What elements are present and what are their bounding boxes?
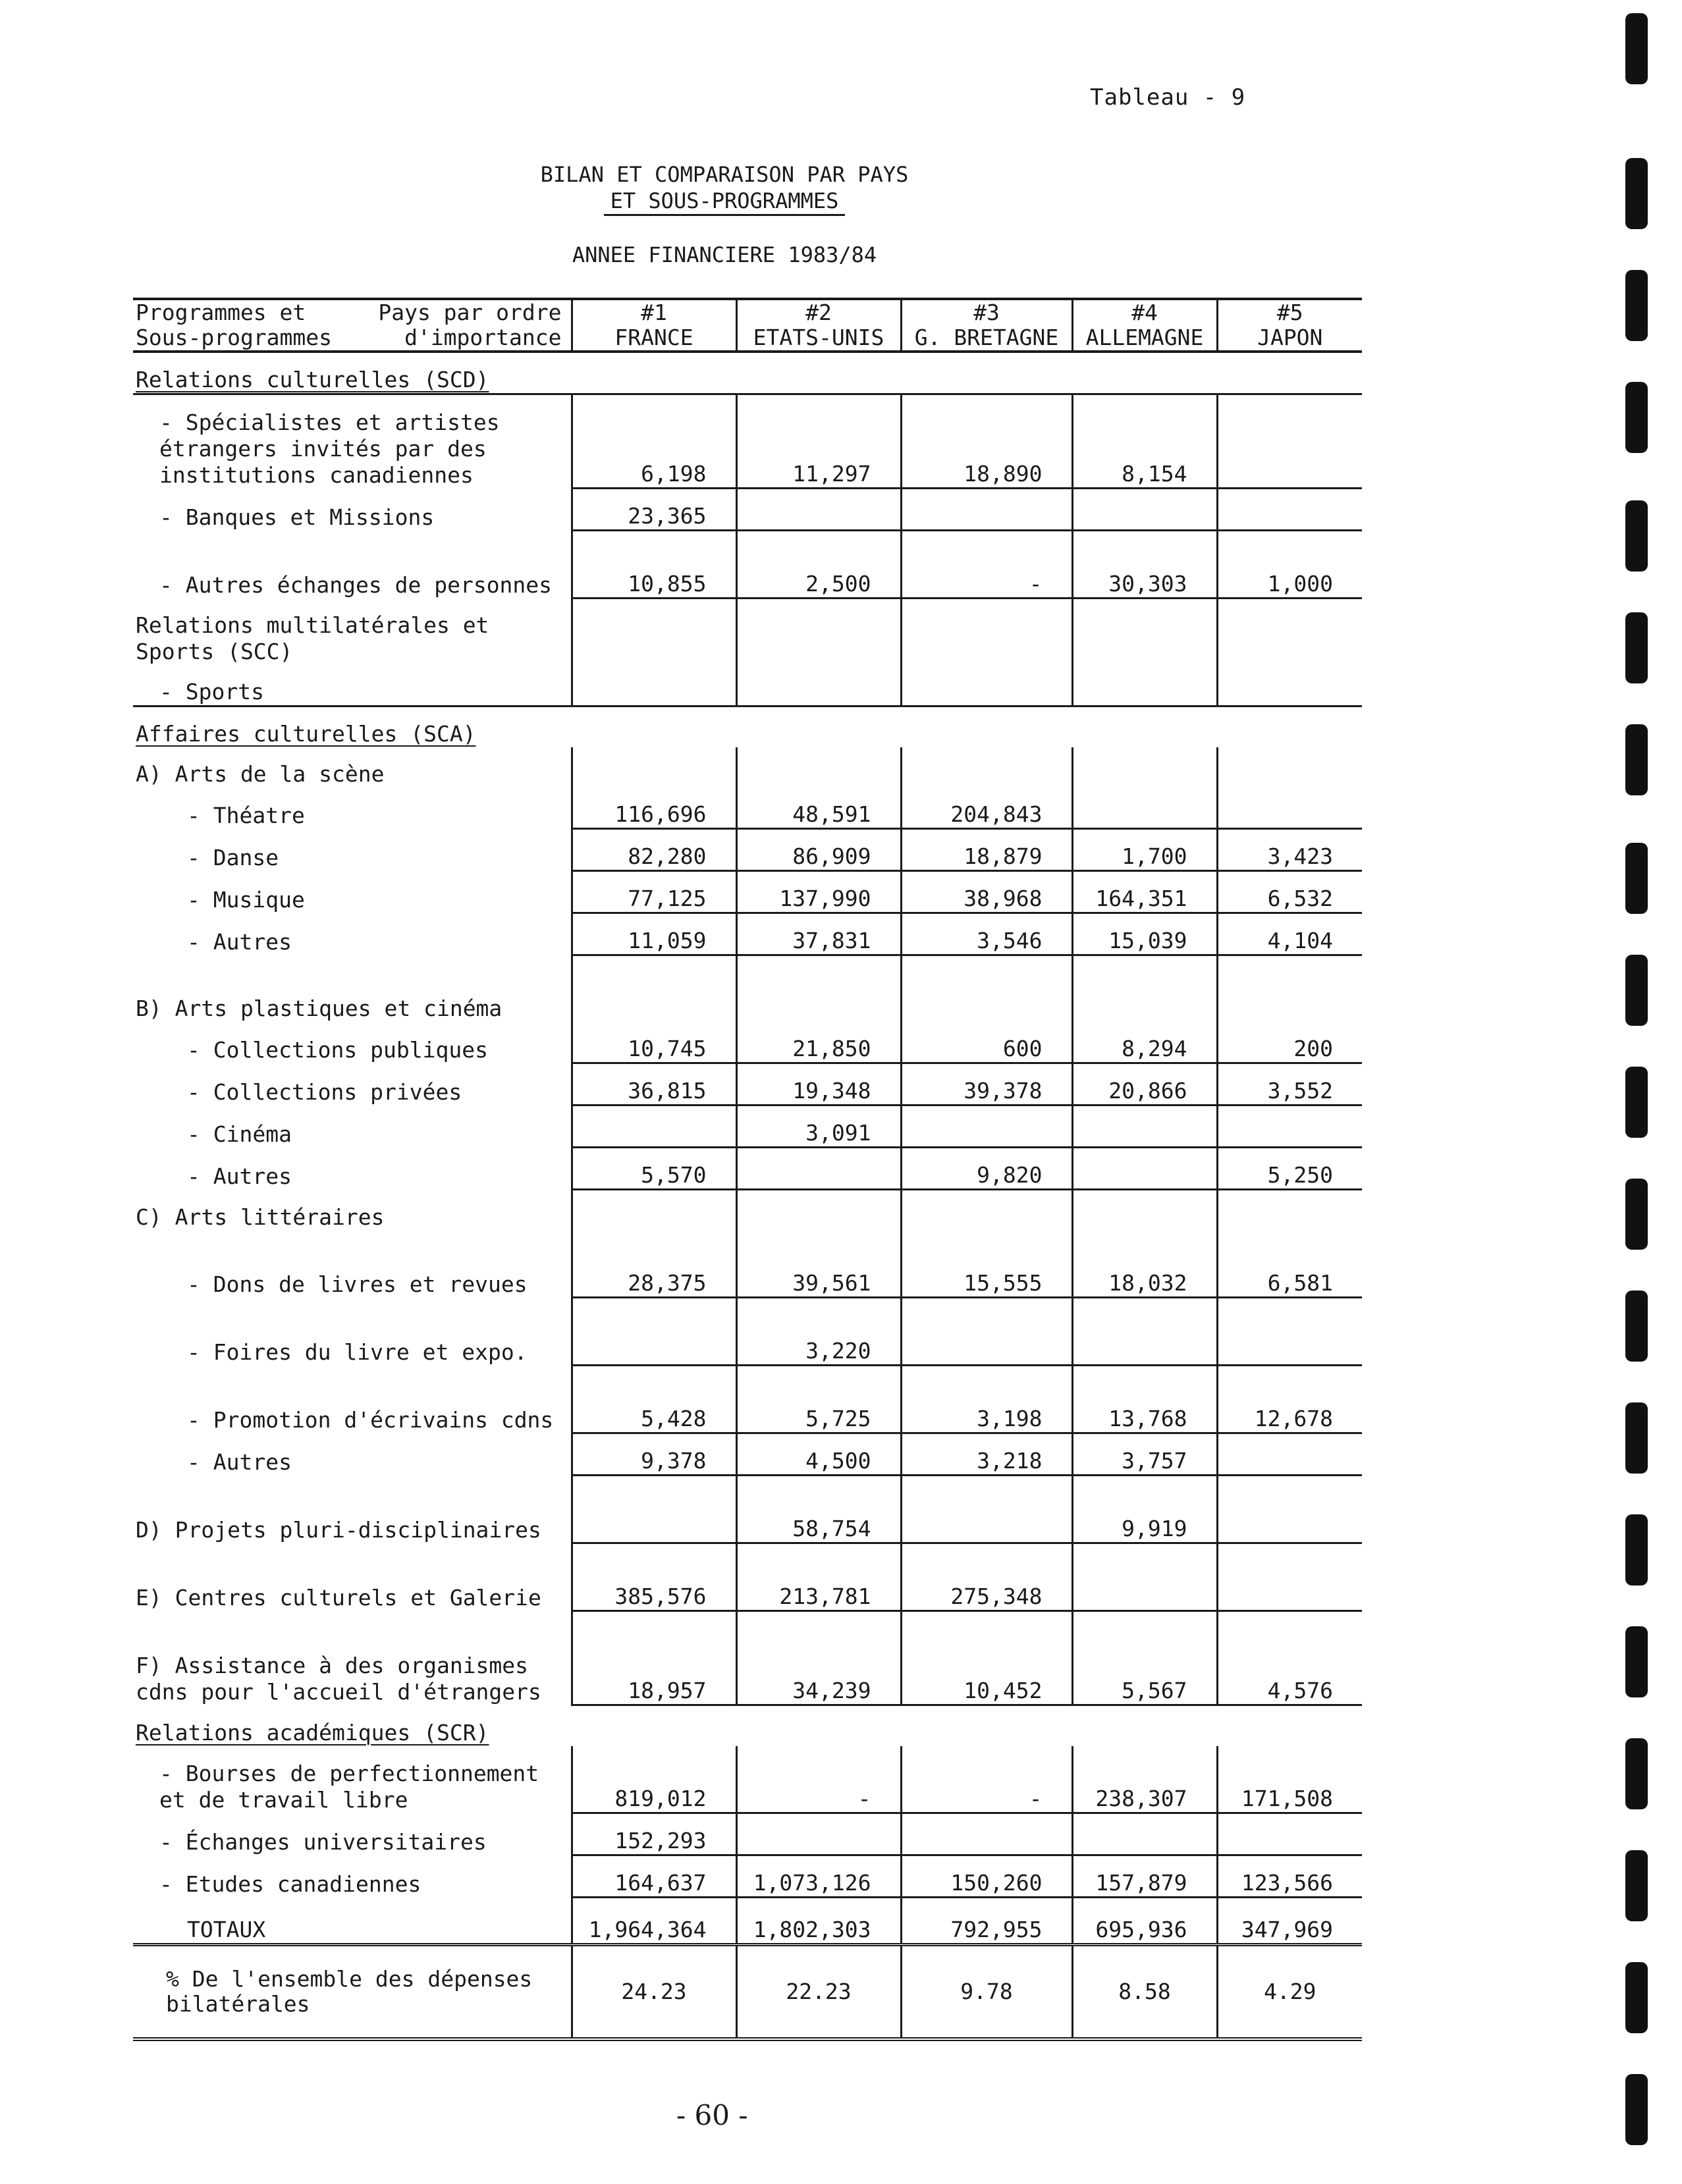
row-label: Relations académiques (SCR) <box>136 1720 489 1745</box>
binder-hole-mark <box>1625 1067 1648 1138</box>
binder-hole-mark <box>1625 382 1648 453</box>
row-label: - Musique <box>187 886 305 913</box>
section-row-b <box>133 955 1362 1023</box>
section-row-e <box>133 1543 1362 1611</box>
fiscal-year-heading: ANNEE FINANCIERE 1983/84 <box>572 242 877 267</box>
cell-japon <box>1217 394 1362 489</box>
cell-allemagne: 1,700 <box>1072 829 1217 871</box>
row-label: Relations culturelles (SCD) <box>136 367 489 392</box>
row-label: - Échanges universitaires <box>159 1828 487 1855</box>
cell-france: 77,125 <box>572 871 736 913</box>
cell-allemagne <box>1072 1813 1217 1855</box>
row-label: - Spécialistes et artistes étrangers invités par des institutions canadiennes <box>159 409 500 488</box>
row-label: - Banques et Missions <box>159 504 435 530</box>
cell-g-bretagne: 3,546 <box>901 913 1072 955</box>
table-row <box>133 1813 1362 1855</box>
row-label: - Collections publiques <box>187 1036 488 1063</box>
cell-etats-unis: - <box>736 1746 901 1813</box>
cell-france: 36,815 <box>572 1063 736 1105</box>
cell-g-bretagne: 9.78 <box>901 1945 1072 2040</box>
cell-france: 18,957 <box>572 1611 736 1705</box>
cell-france: 11,059 <box>572 913 736 955</box>
cell-etats-unis: 34,239 <box>736 1611 901 1705</box>
cell-japon <box>1217 489 1362 531</box>
binder-hole-mark <box>1625 2074 1648 2145</box>
cell-etats-unis <box>736 1813 901 1855</box>
cell-japon: 1,000 <box>1217 531 1362 599</box>
cell-g-bretagne: 275,348 <box>901 1543 1072 1611</box>
binder-hole-mark <box>1625 270 1648 341</box>
cell-france <box>572 1105 736 1148</box>
cell-japon: 3,423 <box>1217 829 1362 871</box>
cell-etats-unis: 21,850 <box>736 1022 901 1063</box>
table-row <box>133 1148 1362 1190</box>
header-country-3: #3 G. BRETAGNE <box>901 299 1072 352</box>
binder-hole-mark <box>1625 612 1648 683</box>
cell-etats-unis: 1,073,126 <box>736 1855 901 1898</box>
cell-japon: 4,104 <box>1217 913 1362 955</box>
header-country-2: #2 ETATS-UNIS <box>736 299 901 352</box>
cell-etats-unis: 19,348 <box>736 1063 901 1105</box>
cell-japon: 3,552 <box>1217 1063 1362 1105</box>
cell-japon <box>1217 1813 1362 1855</box>
header-pays-line1: Pays par ordre <box>378 300 562 325</box>
cell-etats-unis: 3,220 <box>736 1298 901 1366</box>
cell-allemagne: 30,303 <box>1072 531 1217 599</box>
binder-hole-mark <box>1625 1291 1648 1362</box>
cell-g-bretagne <box>901 1105 1072 1148</box>
row-label: - Autres <box>187 1163 292 1189</box>
cell-allemagne <box>1072 1298 1217 1366</box>
cell-g-bretagne <box>901 489 1072 531</box>
row-label: - Sports <box>133 665 572 706</box>
cell-france: 164,637 <box>572 1855 736 1898</box>
binder-hole-mark <box>1625 1738 1648 1809</box>
table-row <box>133 665 1362 706</box>
page-number: - 60 - <box>676 2099 748 2131</box>
cell-etats-unis: 22.23 <box>736 1945 901 2040</box>
cell-g-bretagne: 3,218 <box>901 1433 1072 1476</box>
binder-hole-mark <box>1625 158 1648 229</box>
cell-japon <box>1217 787 1362 829</box>
binder-hole-mark <box>1625 1179 1648 1250</box>
cell-japon: 6,532 <box>1217 871 1362 913</box>
binder-hole-mark <box>1625 1514 1648 1585</box>
cell-france: 5,570 <box>572 1148 736 1190</box>
cell-france: 10,855 <box>572 531 736 599</box>
table-row <box>133 829 1362 871</box>
percentage-row <box>133 1945 1362 2040</box>
section-row-a <box>133 747 1362 787</box>
cell-france: 385,576 <box>572 1543 736 1611</box>
cell-allemagne: 8,294 <box>1072 1022 1217 1063</box>
binder-hole-mark <box>1625 955 1648 1026</box>
cell-allemagne: 20,866 <box>1072 1063 1217 1105</box>
table-row <box>133 531 1362 599</box>
cell-g-bretagne <box>901 1813 1072 1855</box>
cell-france <box>572 1476 736 1543</box>
cell-allemagne: 238,307 <box>1072 1746 1217 1813</box>
table-header-row <box>133 299 1362 352</box>
cell-etats-unis: 4,500 <box>736 1433 901 1476</box>
category-row-sca <box>133 706 1362 748</box>
header-country-4: #4 ALLEMAGNE <box>1072 299 1217 352</box>
cell-france: 6,198 <box>572 394 736 489</box>
binder-hole-mark <box>1625 500 1648 572</box>
cell-etats-unis <box>736 1148 901 1190</box>
table-row <box>133 1063 1362 1105</box>
table-row <box>133 1855 1362 1898</box>
cell-etats-unis: 58,754 <box>736 1476 901 1543</box>
cell-allemagne <box>1072 1148 1217 1190</box>
cell-japon <box>1217 1433 1362 1476</box>
row-label: B) Arts plastiques et cinéma <box>136 996 502 1021</box>
cell-etats-unis: 3,091 <box>736 1105 901 1148</box>
table-row <box>133 1105 1362 1148</box>
row-label: - Promotion d'écrivains cdns <box>187 1406 554 1433</box>
title-line-2: ET SOUS-PROGRAMMES <box>604 188 846 216</box>
row-label: Relations multilatérales et Sports (SCC) <box>136 612 489 664</box>
header-pays-line2: d'importance <box>404 325 562 350</box>
header-programmes-line2: Sous-programmes <box>136 325 333 350</box>
binder-hole-mark <box>1625 1962 1648 2033</box>
cell-etats-unis: 2,500 <box>736 531 901 599</box>
cell-japon: 6,581 <box>1217 1231 1362 1298</box>
binder-hole-mark <box>1625 724 1648 795</box>
binder-hole-mark <box>1625 1402 1648 1474</box>
cell-g-bretagne: 15,555 <box>901 1231 1072 1298</box>
cell-allemagne: 13,768 <box>1072 1366 1217 1433</box>
table-row <box>133 394 1362 489</box>
title-line-1: BILAN ET COMPARAISON PAR PAYS <box>540 162 909 187</box>
cell-france: 152,293 <box>572 1813 736 1855</box>
cell-etats-unis: 137,990 <box>736 871 901 913</box>
cell-g-bretagne: 150,260 <box>901 1855 1072 1898</box>
row-label: C) Arts littéraires <box>136 1204 385 1230</box>
cell-france: 10,745 <box>572 1022 736 1063</box>
section-row-c <box>133 1190 1362 1231</box>
cell-g-bretagne: 204,843 <box>901 787 1072 829</box>
cell-g-bretagne: 600 <box>901 1022 1072 1063</box>
cell-g-bretagne: 18,890 <box>901 394 1072 489</box>
table-row <box>133 1366 1362 1433</box>
cell-japon <box>1217 1543 1362 1611</box>
cell-japon: 5,250 <box>1217 1148 1362 1190</box>
row-label: - Danse <box>187 844 279 870</box>
cell-allemagne: 157,879 <box>1072 1855 1217 1898</box>
table-row <box>133 1022 1362 1063</box>
cell-etats-unis: 1,802,303 <box>736 1898 901 1945</box>
cell-japon: 12,678 <box>1217 1366 1362 1433</box>
row-label: - Foires du livre et expo. <box>187 1339 528 1365</box>
section-row-f <box>133 1611 1362 1705</box>
cell-allemagne: 15,039 <box>1072 913 1217 955</box>
cell-g-bretagne <box>901 1298 1072 1366</box>
cell-g-bretagne: 38,968 <box>901 871 1072 913</box>
category-row-scd <box>133 352 1362 394</box>
cell-japon: 4,576 <box>1217 1611 1362 1705</box>
header-country-5: #5 JAPON <box>1217 299 1362 352</box>
row-label: - Bourses de perfectionnement et de travail libre <box>159 1760 539 1813</box>
table-row <box>133 787 1362 829</box>
cell-g-bretagne: 792,955 <box>901 1898 1072 1945</box>
category-row-scr <box>133 1705 1362 1747</box>
totals-row <box>133 1898 1362 1945</box>
cell-allemagne: 9,919 <box>1072 1476 1217 1543</box>
cell-allemagne: 164,351 <box>1072 871 1217 913</box>
cell-france: 1,964,364 <box>572 1898 736 1945</box>
cell-france <box>572 1298 736 1366</box>
cell-japon <box>1217 1105 1362 1148</box>
table-row <box>133 1298 1362 1366</box>
cell-etats-unis: 37,831 <box>736 913 901 955</box>
cell-etats-unis: 86,909 <box>736 829 901 871</box>
cell-g-bretagne <box>901 1476 1072 1543</box>
binder-hole-mark <box>1625 843 1648 914</box>
row-label: - Collections privées <box>187 1079 462 1105</box>
cell-allemagne: 695,936 <box>1072 1898 1217 1945</box>
cell-japon: 123,566 <box>1217 1855 1362 1898</box>
row-label: F) Assistance à des organismes cdns pour l'accueil d'étrangers <box>136 1652 541 1705</box>
cell-france: 116,696 <box>572 787 736 829</box>
cell-etats-unis: 213,781 <box>736 1543 901 1611</box>
section-row-d <box>133 1476 1362 1543</box>
row-label: D) Projets pluri-disciplinaires <box>136 1516 541 1543</box>
cell-g-bretagne: - <box>901 531 1072 599</box>
cell-etats-unis: 5,725 <box>736 1366 901 1433</box>
row-label: - Théatre <box>187 802 305 828</box>
cell-japon <box>1217 1476 1362 1543</box>
row-label: - Dons de livres et revues <box>187 1271 528 1297</box>
row-label: TOTAUX <box>133 1898 572 1945</box>
binder-hole-mark <box>1625 13 1648 84</box>
cell-france: 82,280 <box>572 829 736 871</box>
cell-etats-unis: 11,297 <box>736 394 901 489</box>
cell-allemagne <box>1072 1105 1217 1148</box>
row-label: - Cinéma <box>187 1121 292 1147</box>
cell-japon: 171,508 <box>1217 1746 1362 1813</box>
cell-allemagne: 8.58 <box>1072 1945 1217 2040</box>
table-row <box>133 1433 1362 1476</box>
cell-france: 24.23 <box>572 1945 736 2040</box>
cell-allemagne: 18,032 <box>1072 1231 1217 1298</box>
row-label: - Autres <box>187 1449 292 1475</box>
cell-france: 23,365 <box>572 489 736 531</box>
cell-france: 5,428 <box>572 1366 736 1433</box>
table-row <box>133 489 1362 531</box>
cell-japon: 200 <box>1217 1022 1362 1063</box>
table-row <box>133 871 1362 913</box>
cell-allemagne: 5,567 <box>1072 1611 1217 1705</box>
cell-allemagne <box>1072 1543 1217 1611</box>
cell-etats-unis: 39,561 <box>736 1231 901 1298</box>
cell-allemagne <box>1072 787 1217 829</box>
cell-g-bretagne: 9,820 <box>901 1148 1072 1190</box>
cell-france: 28,375 <box>572 1231 736 1298</box>
binder-hole-mark <box>1625 1626 1648 1697</box>
header-programmes-line1: Programmes et <box>136 300 306 325</box>
row-label: % De l'ensemble des dépenses bilatérales <box>133 1945 572 2040</box>
cell-g-bretagne: 3,198 <box>901 1366 1072 1433</box>
row-label: Affaires culturelles (SCA) <box>136 721 476 747</box>
table-row <box>133 913 1362 955</box>
cell-japon: 4.29 <box>1217 1945 1362 2040</box>
cell-g-bretagne: - <box>901 1746 1072 1813</box>
header-country-1: #1 FRANCE <box>572 299 736 352</box>
binder-hole-mark <box>1625 1850 1648 1921</box>
header-label-cell <box>133 299 572 352</box>
cell-france: 9,378 <box>572 1433 736 1476</box>
cell-japon <box>1217 1298 1362 1366</box>
table-number-label: Tableau - 9 <box>1090 84 1246 111</box>
cell-etats-unis <box>736 489 901 531</box>
document-title <box>461 161 988 216</box>
row-label: E) Centres culturels et Galerie <box>136 1584 541 1611</box>
cell-allemagne: 8,154 <box>1072 394 1217 489</box>
cell-allemagne <box>1072 489 1217 531</box>
table-row <box>133 1231 1362 1298</box>
cell-g-bretagne: 39,378 <box>901 1063 1072 1105</box>
cell-g-bretagne: 18,879 <box>901 829 1072 871</box>
cell-g-bretagne: 10,452 <box>901 1611 1072 1705</box>
table-row <box>133 1746 1362 1813</box>
row-label: - Autres <box>187 928 292 955</box>
budget-comparison-table <box>133 298 1362 2041</box>
cell-etats-unis: 48,591 <box>736 787 901 829</box>
cell-france: 819,012 <box>572 1746 736 1813</box>
category-row-scc <box>133 599 1362 666</box>
row-label: - Autres échanges de personnes <box>159 572 553 598</box>
cell-allemagne: 3,757 <box>1072 1433 1217 1476</box>
row-label: - Etudes canadiennes <box>159 1871 421 1897</box>
row-label: A) Arts de la scène <box>136 761 385 787</box>
cell-japon: 347,969 <box>1217 1898 1362 1945</box>
